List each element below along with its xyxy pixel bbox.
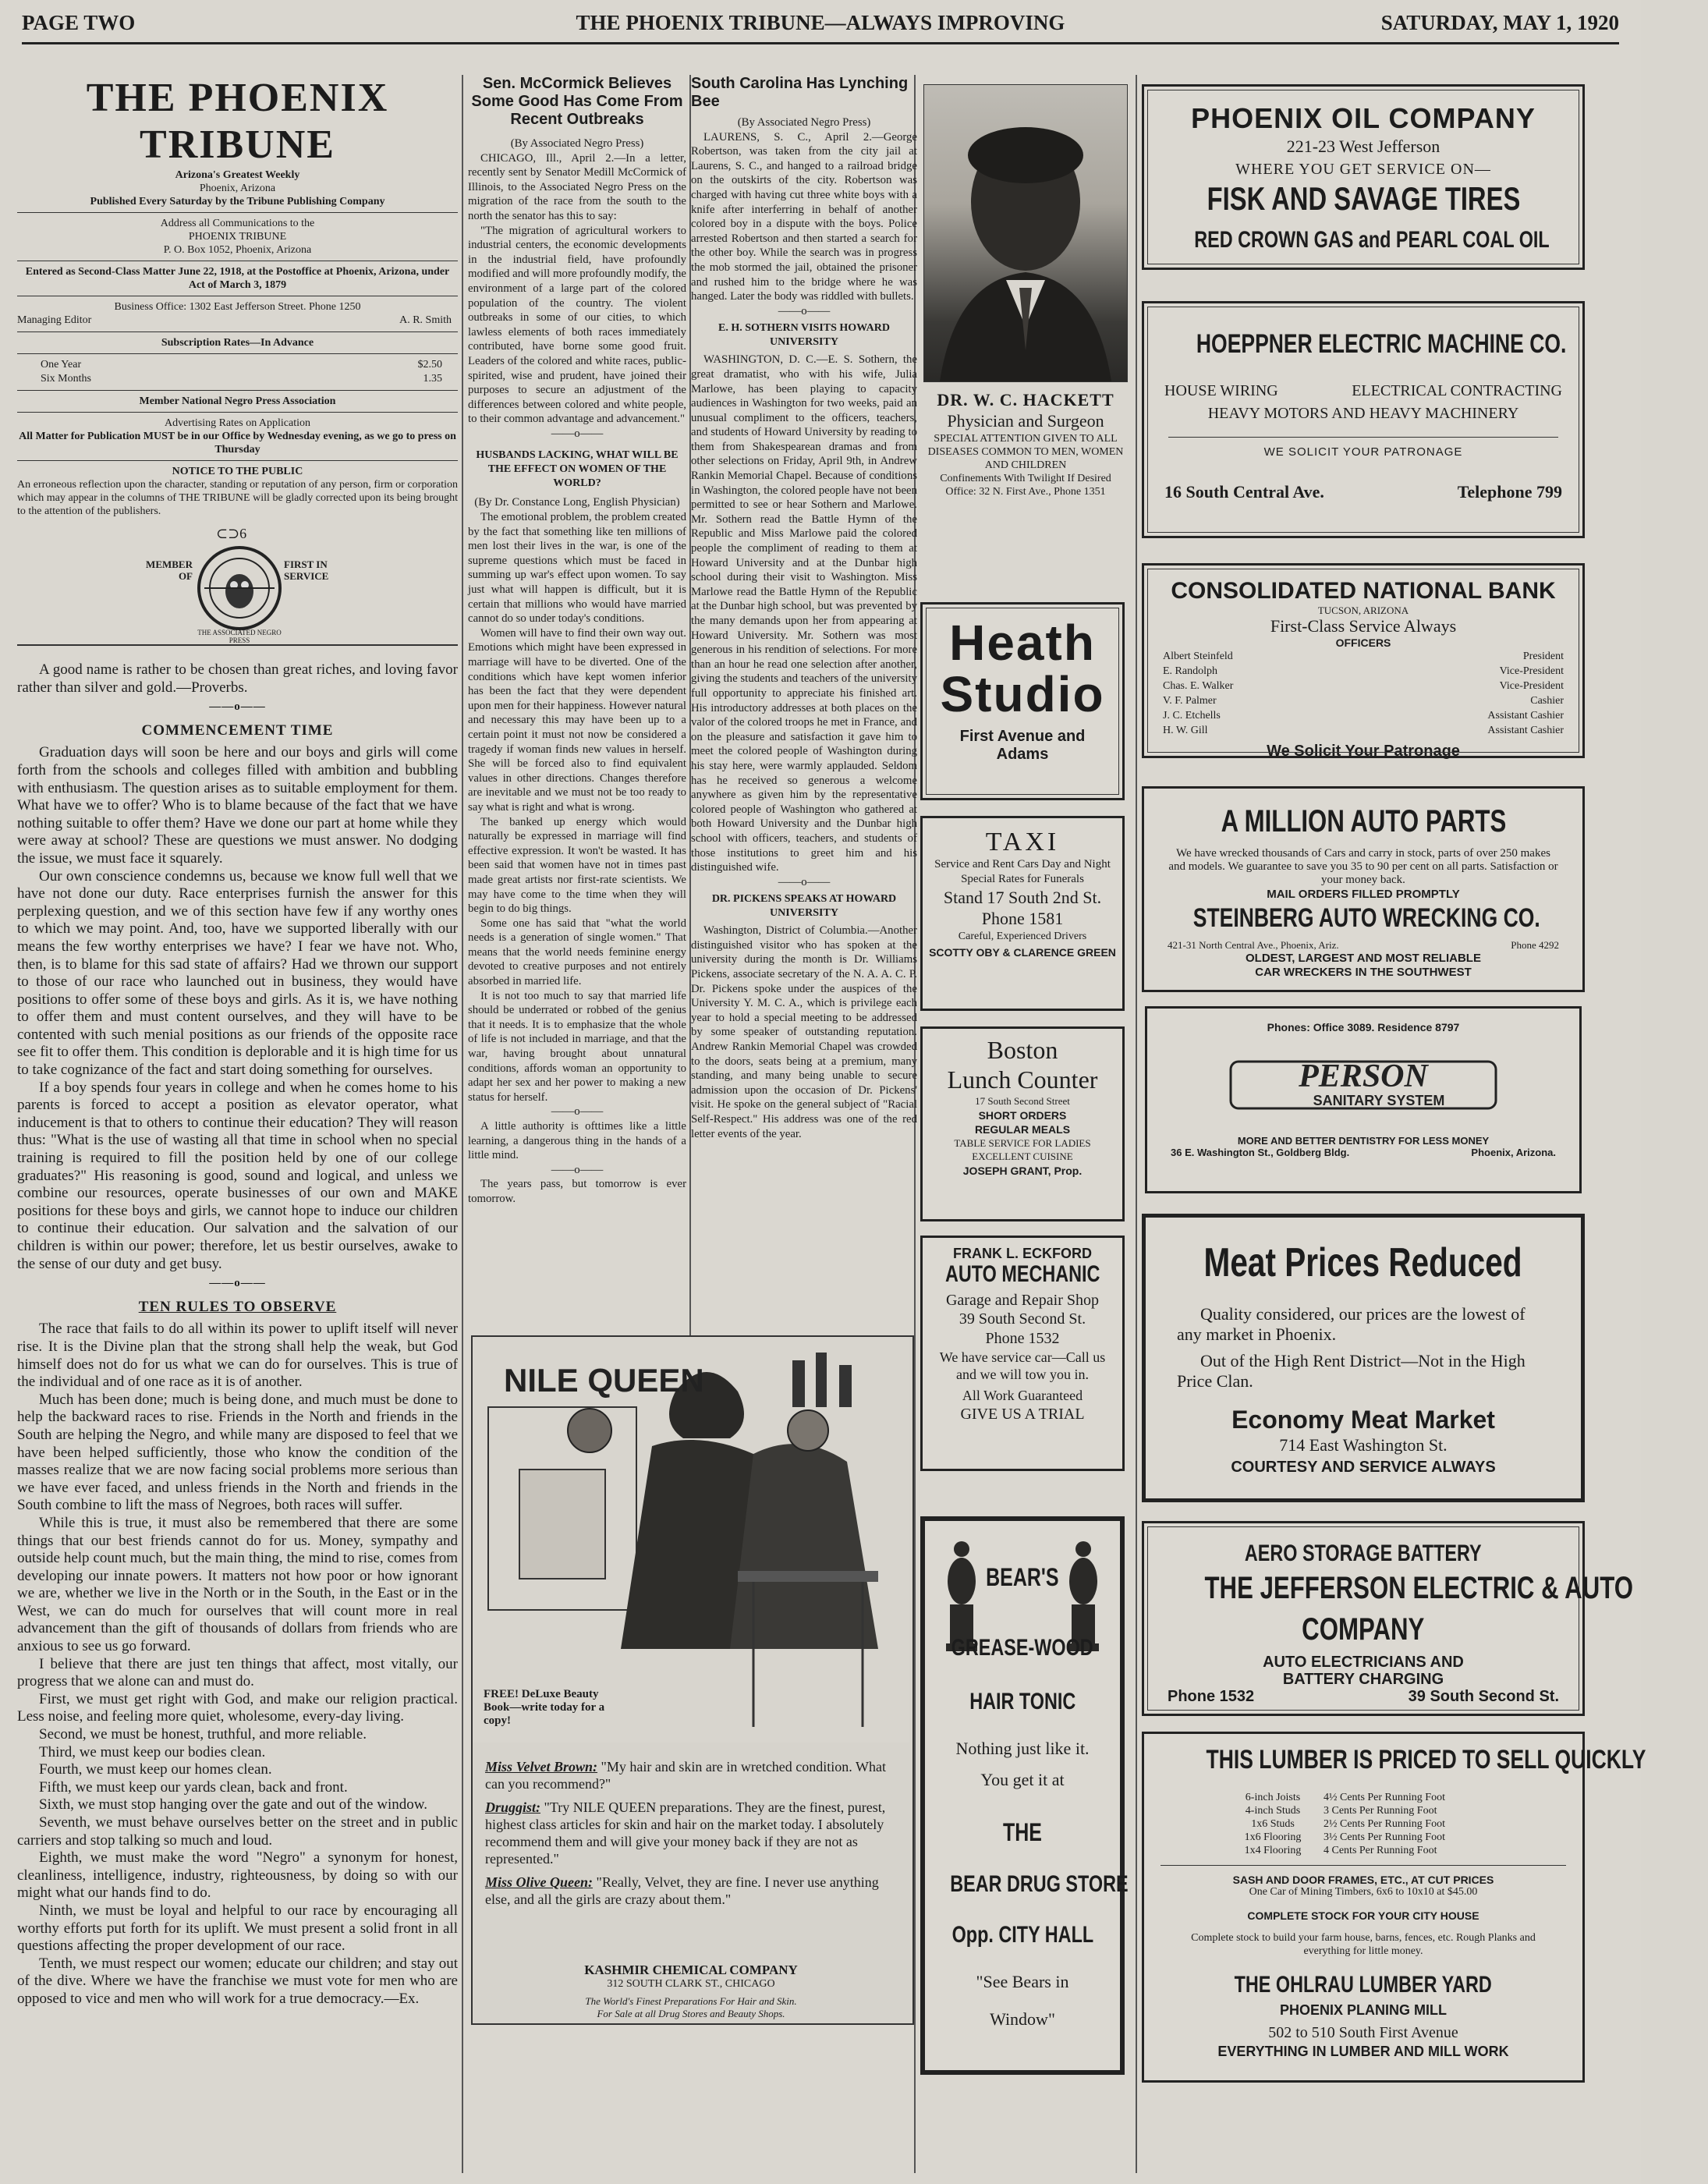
paragraph: The race that fails to do all within its power to uplift itself will never rise. It is the Divine plan that the strong shall help the weak, but God himself does not do for us what we can do for ourselves. This is true of the individual and of one race as it is of another. — [17, 1321, 458, 1391]
nile-queen-logo: NILE QUEEN — [504, 1362, 704, 1399]
bears-brand: BEAR'S — [986, 1563, 1059, 1591]
battery-company: THE JEFFERSON ELECTRIC & AUTO — [1204, 1571, 1634, 1605]
paragraph: The emotional problem, the problem created by the fact that something like ten millions of men lost their lives in the war, is one of the supreme questions which must be faced in summing up war's effect upon women. To say just what will happen is difficult, but it is certain that millions who would have married cannot do so under today's conditions. — [468, 511, 686, 626]
hackett-title: Physician and Surgeon — [947, 411, 1104, 431]
nile-address: 312 SOUTH CLARK ST., CHICAGO — [607, 1978, 775, 1990]
taxi-ad — [920, 816, 1125, 1011]
meat-high-rent: Out of the High Rent District—Not in the High Price Clan. — [1177, 1351, 1526, 1391]
hoeppner-services: HOUSE WIRING ELECTRICAL CONTRACTING — [1164, 382, 1562, 399]
rule-item: Eighth, we must make the word "Negro" a synonym for honest, cleanliness, intelligence, industry, righteousness, by doing so with our might what our hands find to do. — [17, 1849, 458, 1902]
oil-company-name: PHOENIX OIL COMPANY — [1191, 102, 1536, 134]
parts-oldest: OLDEST, LARGEST AND MOST RELIABLE — [1246, 952, 1481, 965]
paragraph: CHICAGO, Ill., April 2.—In a letter, recently sent by Senator Medill McCormick of Illinois, to the Associated Negro Press on the migration of the race from the south to the north the senator has this to say: — [468, 151, 686, 222]
lynching-headline: South Carolina Has Lynching Bee — [691, 75, 909, 110]
taxi-drivers: Careful, Experienced Drivers — [958, 931, 1087, 942]
lumber-price-list — [1144, 1791, 1582, 1857]
masthead-address-3: P. O. Box 1052, Phoenix, Arizona — [163, 244, 312, 256]
owl-seal-icon — [197, 541, 282, 635]
bears-drug-store: BEAR DRUG STORE — [950, 1871, 1129, 1897]
dentist-phones: Phones: Office 3089. Residence 8797 — [1267, 1021, 1460, 1034]
oil-tires: FISK AND SAVAGE TIRES — [1207, 180, 1520, 217]
consolidated-bank-ad — [1142, 563, 1585, 758]
paper-slogan: THE PHOENIX TRIBUNE—ALWAYS IMPROVING — [576, 11, 1065, 34]
lumber-item: 1x4 Flooring — [1244, 1845, 1302, 1856]
union-bug-icon: ⊂⊃6 — [216, 526, 247, 541]
hackett-specialty: SPECIAL ATTENTION GIVEN TO ALL DISEASES COMMON TO MEN, WOMEN AND CHILDREN — [927, 433, 1124, 471]
rule-item: Seventh, we must behave ourselves better on the street and in public carriers and stop talking so much and loud. — [17, 1814, 458, 1849]
page-number: PAGE TWO — [22, 11, 136, 34]
lumber-title: THIS LUMBER IS PRICED TO SELL QUICKLY — [1206, 1745, 1646, 1774]
meat-title: Meat Prices Reduced — [1203, 1240, 1523, 1285]
eckford-guarantee: All Work Guaranteed — [962, 1388, 1083, 1403]
battery-contact: Phone 1532 39 South Second St. — [1168, 1688, 1559, 1705]
lumber-price: 2½ Cents Per Running Foot — [1324, 1818, 1445, 1830]
emblem-ring-text: THE ASSOCIATED NEGRO PRESS — [197, 629, 282, 644]
paragraph: The banked up energy which would naturally be expressed in marriage will find effective expression. It won't be wasted. It has been said that women have not in times past made great artists nor first-rate scientists. We may have come to the time when they will begin to do big things. — [468, 815, 686, 916]
lumber-price-row — [1144, 1804, 1582, 1817]
lumber-complete-stock: COMPLETE STOCK FOR YOUR CITY HOUSE — [1247, 1909, 1479, 1922]
lumber-item: 1x6 Flooring — [1244, 1831, 1302, 1843]
eckford-ad — [920, 1236, 1125, 1471]
paragraph: LAURENS, S. C., April 2.—George Robertson, was taken from the city jail at Laurens, S. C., and hanged to a railroad bridge on the outskirts of the city. Robertson was charged with having cut three white boys with a knife after interferring in behalf of another colored boy in a dispute with the boys. Police arrested Robertson and then started a search for the other boy. While the search was in progress the mob stormed the jail, obtained the prisoner and rushed him to the bridge where he was hanged. Later the body was riddled with bullets. — [691, 130, 917, 303]
rule-item: Third, we must keep our bodies clean. — [39, 1743, 266, 1760]
officer-role: Assistant Cashier — [1487, 725, 1564, 736]
eckford-trial: GIVE US A TRIAL — [960, 1406, 1085, 1423]
heath-subtitle: Studio — [940, 666, 1105, 722]
parts-southwest: CAR WRECKERS IN THE SOUTHWEST — [1255, 966, 1472, 979]
nile-dialogue: Miss Velvet Brown: "My hair and skin are in wretched condition. What can you recommend?" Druggist: "Try NILE QUEEN preparations. They are the finest, purest, highest class articles for skin and hair on the market today. I absolutely recommend them and will give your money back if they are not as represented." Miss Olive Queen: "Really, Velvet, they are fine. I never use anything else, and all the girls are crazy about them." — [485, 1759, 886, 1907]
heath-title: Heath — [949, 615, 1096, 671]
meat-quality: Quality considered, our prices are the lowest of any market in Phoenix. — [1177, 1304, 1526, 1344]
bank-patronage: We Solicit Your Patronage — [1267, 743, 1460, 760]
rule-item: Second, we must be honest, truthful, and more reliable. — [39, 1726, 367, 1743]
ten-rules-heading: TEN RULES TO OBSERVE — [138, 1298, 337, 1315]
parts-title: A MILLION AUTO PARTS — [1221, 804, 1506, 838]
lumber-price-row — [1144, 1844, 1582, 1857]
officer-role: Vice-President — [1499, 665, 1564, 677]
paragraph: Our own conscience condemns us, because we know full well that we have not done our duty. Race enterprises furnish the answer for this perplexing question, and we of this section have few if any worthy ones to which we may point. And, too, have we supported liberally with our means the few worthy enterprises we have? I fear we have not. Who, then, is to blame for this sad state of affairs? Had we thrown our support to those of our race who launched out in business, they would have positions to offer some of these boys and girls. As it is, we have nothing to offer them and must content ourselves, and they will have to be contented with such menial positions as our friends of the opposite race see fit to offer them. This condition is deplorable and it is high time for us to take cognizance of the fact and start doing something for ourselves. — [17, 867, 458, 1079]
salon-illustration — [473, 1337, 909, 1743]
masthead-address-1: Address all Communications to the — [160, 218, 315, 229]
officer-role: Cashier — [1530, 695, 1564, 707]
sothern-headline: E. H. SOTHERN VISITS HOWARD UNIVERSITY — [718, 322, 890, 349]
bank-service: First-Class Service Always — [1270, 616, 1457, 636]
officer-role: Vice-President — [1499, 680, 1564, 692]
editorial-column — [17, 75, 458, 2008]
officer-name: J. C. Etchells — [1163, 710, 1221, 722]
bears-get-it: You get it at — [980, 1770, 1065, 1789]
masthead-published: Published Every Saturday by the Tribune Publishing Company — [90, 196, 385, 207]
paragraph: If a boy spends four years in college and when he comes home to his parents is forced to accept a position as elevator operator, what inducement is that to others to continue their education? They will reason thus: "What is the use of wasting all that time in school when no special training is required to fill the position held by one of our college graduates?" His reasoning is good, sound and logical, and unless we combine our resources, operate businesses of our own and MAKE positions for these boys and girls, we cannot hope to induce our children to continue their education. Our salvation and the salvation of our children is within our power; therefore, let us bestir ourselves, awake to the sense of our duty and get busy. — [17, 1079, 458, 1272]
officer-name: H. W. Gill — [1163, 725, 1208, 736]
emblem-left-text: MEMBER OF — [146, 558, 193, 582]
taxi-title: TAXI — [985, 828, 1060, 856]
lumber-planing-mill: PHOENIX PLANING MILL — [1279, 2002, 1447, 2018]
taxi-owners: SCOTTY OBY & CLARENCE GREEN — [929, 946, 1116, 959]
notice-heading: NOTICE TO THE PUBLIC — [172, 466, 303, 477]
lumber-everything: EVERYTHING IN LUMBER AND MILL WORK — [1217, 2044, 1509, 2059]
dentist-slogan: MORE AND BETTER DENTISTRY FOR LESS MONEY — [1237, 1135, 1490, 1147]
officer-role: President — [1522, 651, 1564, 662]
eckford-garage: Garage and Repair Shop — [945, 1292, 1100, 1309]
taxi-stand: Stand 17 South 2nd St. — [943, 888, 1102, 907]
oil-service: WHERE YOU GET SERVICE ON— — [1235, 161, 1491, 178]
oil-gas: RED CROWN GAS and PEARL COAL OIL — [1194, 227, 1550, 253]
bears-window: Window" — [990, 2009, 1055, 2029]
pickens-headline: DR. PICKENS SPEAKS AT HOWARD UNIVERSITY — [711, 893, 897, 920]
boston-table-service: TABLE SERVICE FOR LADIES — [954, 1137, 1091, 1149]
meat-address: 714 East Washington St. — [1279, 1435, 1448, 1455]
eckford-address: 39 South Second St. — [959, 1310, 1086, 1328]
auto-parts-ad — [1142, 786, 1585, 992]
meat-market-name: Economy Meat Market — [1231, 1406, 1495, 1434]
parts-mail-orders: MAIL ORDERS FILLED PROMPTLY — [1267, 888, 1460, 901]
paragraph: Much has been done; much is being done, and much must be done to help the backward races to rise. Friends in the North and friends in the South are helping the Negro, and while many are disposed to feel that we have been helped sufficiently, those who know the condition of the masses realize that we are now facing social problems more serious than we have ever faced, and unless friends in the North and friends in the South combine to lift the mass of Negroes, both races will suffer. — [17, 1391, 458, 1514]
anp-emblem — [17, 526, 458, 643]
boston-cuisine: EXCELLENT CUISINE — [972, 1150, 1073, 1162]
bank-name: CONSOLIDATED NATIONAL BANK — [1171, 578, 1556, 604]
officer-name: E. Randolph — [1163, 665, 1217, 677]
nile-queen-ad — [471, 1335, 914, 2025]
paragraph: The years pass, but tomorrow is ever tomorrow. — [468, 1178, 686, 1205]
heath-address-2: Adams — [996, 746, 1049, 763]
proverb: A good name is rather to be chosen than great riches, and loving favor rather than silver and gold.—Proverbs. — [17, 661, 458, 696]
heath-address: First Avenue and — [959, 728, 1086, 745]
masthead-subscription: Subscription Rates—In Advance — [161, 337, 314, 349]
bears-product: GREASE-WOOD — [951, 1635, 1094, 1661]
meat-courtesy: COURTESY AND SERVICE ALWAYS — [1231, 1459, 1496, 1476]
paragraph: While this is true, it must also be remembered that there are some things that our best friends cannot do for us. Money, sympathy and outside help count much, but the main thing, the mind to rise, comes from developing our innate powers. It matters not how poor or how ignorant we are, whether we live in the North or in the South, in the East or in the West, we can do much for ourselves that will count more in real advancement than the gift of thousands of dollars from friends who are anxious to see us go forward. — [17, 1514, 458, 1655]
boston-address: 17 South Second Street — [975, 1095, 1070, 1107]
eckford-name: FRANK L. ECKFORD — [953, 1246, 1092, 1261]
eckford-title: AUTO MECHANIC — [944, 1261, 1100, 1287]
rule-item: Tenth, we must respect our women; educate our children; and stay out of the dive. Where we have the franchise we must vote for men who are opposed to vice and men who will work for a true democracy.—Ex. — [17, 1955, 458, 2007]
lumber-item: 4-inch Studs — [1245, 1805, 1301, 1817]
page-header — [22, 11, 1619, 44]
lumber-price-row — [1144, 1817, 1582, 1831]
rule-item: Fourth, we must keep our homes clean. — [39, 1761, 272, 1778]
news-column-3: South Carolina Has Lynching Bee (By Associated Negro Press) LAURENS, S. C., April 2.—George Robertson, was taken from the city jail at Laurens, S. C., and hanged to a railroad bridge on the outskirts of the city. Robertson was charged with having cut three white boys with a knife after interferring in behalf of another colored boy in a dispute with the boys. Police arrested Robertson and then started a search for the other boy. While the search was in progress the mob stormed the jail, obtained the prisoner and rushed him to the bridge where he was hanged. Later the body was riddled with bullets. ——o—— E. H. SOTHERN VISITS HOWARD UNIVERSITY WASHINGTON, D. C.—E. S. Sothern, the great dramatist, who with his wife, Julia Marlowe, has been playing to capacity audiences in Washington for two weeks, paid an unusual compliment to the officers, teachers, and students of Howard University by reading to them from Shakespearean dramas and from other selections on Friday, April 9th, in Andrew Rankin Memorial Chapel. Because of conditions in Washington, the colored people have not been permitted to see or hear Sothern and Marlowe. Mr. Sothern read the Battle Hymn of the Republic and Miss Marlowe paid the colored people the compliment of reading to them at Howard University and at the Dunbar high school during their visit to Washington. Miss Marlowe read the Battle Hymn of the Republic at the Dunbar high school, but was prevented by the many demands upon her from appearing at Howard University. Mr. Sothern was most generous in his rendition of selections. For more than an hour he read one selection after another, giving the students and teachers of the university full opportunity to appreciate his finished art. His introductory addresses at both places on the valor of the colored troops he met in France, and on the pleasure and satisfaction it gave him to meet the colored people of Washington during his stay here, were warmly applauded. Seldom has he received so generous a welcome anywhere as given him by the representative colored people of Washington who gathered at both Howard University and the Dunbar high school with officers, teachers, and students of those institutions to greet him and his distinguished wife. ——o—— DR. PICKENS SPEAKS AT HOWARD UNIVERSITY Washington, District of Columbia.—Another distinguished visitor who has spoken at the university during the month is Dr. Williams Pickens, associate secretary of the N. A. A. C. P. Dr. Pickens spoke under the auspices of the University Y. M. C. A., which is privilege each year to hold a special meeting to be addressed by some speaker of outstanding reputation. Andrew Rankin Memorial Chapel was crowded to the doors, seats being at a premium, many standing, and many being unable to secure admission upon the occasion of Dr. Pickens' visit. He spoke on the general subject of "Racial Self-Respect." His address was one of the red letter events of the year. — [691, 75, 917, 1140]
sanitary-system-logo-icon — [1223, 1038, 1504, 1124]
heath-studio-ad — [920, 602, 1125, 800]
hoeppner-motors: HEAVY MOTORS AND HEAVY MACHINERY — [1207, 405, 1519, 422]
eckford-phone: Phone 1532 — [985, 1330, 1060, 1347]
hackett-ad — [920, 390, 1131, 499]
officer-name: V. F. Palmer — [1163, 695, 1217, 707]
paragraph: Women will have to find their own way out. Emotions which might have been expressed in marriage will have to be diverted. One of the conditions which have kept women inferior has been the fact that they were dependent upon men for their happiness. However natural and necessary this may have been up to a certain point it must not now be considered a tragedy if woman finds new values in herself. She will be forced also to find equivalent values in other directions. Changes therefore are inevitable and we must not be too ready to say what is right and what is wrong. — [468, 626, 686, 814]
masthead-address-2: PHOENIX TRIBUNE — [188, 231, 287, 243]
paragraph: WASHINGTON, D. C.—E. S. Sothern, the great dramatist, who with his wife, Julia Marlowe, has been playing to capacity audiences in Washington for two weeks, paid an unusual compliment to the officers, teachers, and students of Howard University by reading to them from Shakespearean dramas and from other selections on Friday, April 9th, in Andrew Rankin Memorial Chapel. Because of conditions in Washington, the colored people have not been permitted to see or hear Sothern and Marlowe. Mr. Sothern read the Battle Hymn of the Republic and Miss Marlowe paid the colored people the compliment of reading to them at Howard University and at the Dunbar high school during their visit to Washington. Miss Marlowe read the Battle Hymn of the Republic at the Dunbar high school, but was prevented by the many demands upon her from appearing at Howard University. Mr. Sothern was most generous in his rendition of selections. For more than an hour he read one selection after another, giving the students and teachers of the university full opportunity to appreciate his finished art. His introductory addresses at both places on the valor of the colored troops he met in France, and on the pleasure and satisfaction it gave him to meet the colored people of Washington during his stay here, were warmly applauded. Seldom has he received so generous a welcome anywhere as given him by the representative colored people of Washington who gathered at both Howard University and the Dunbar high school with officers, teachers, and students of those institutions to greet him and his distinguished wife. — [691, 353, 917, 874]
byline: (By Associated Negro Press) — [510, 137, 644, 150]
hackett-office: Office: 32 N. First Ave., Phone 1351 — [945, 486, 1106, 498]
commencement-heading: COMMENCEMENT TIME — [141, 722, 334, 739]
emblem-right-text: FIRST IN SERVICE — [284, 558, 329, 582]
column-rule — [1136, 75, 1137, 2173]
hoeppner-contact: 16 South Central Ave. Telephone 799 — [1164, 482, 1562, 502]
paragraph: "The migration of agricultural workers to industrial centers, the economic developments in the industrial field, have profoundly modified and will more profoundly modify, the environment of a large part of the colored population of the country. The violent outbreaks in some of our cities, to which lawless elements of both races immediately contributed, have borne some good fruit. Leaders of the colored and white races, public-spirited, wise and prudent, have joined their purposes to secure an adjustment of the differences between colored and white people, to their common advantage and advancement." — [468, 224, 686, 426]
byline: (By Associated Negro Press) — [737, 116, 871, 129]
lumber-yard-ad — [1142, 1732, 1646, 2083]
masthead-tagline: Arizona's Greatest Weekly — [175, 169, 300, 181]
hoeppner-name: HOEPPNER ELECTRIC MACHINE CO. — [1196, 329, 1567, 359]
dentist-logo-name: PERSON — [1299, 1058, 1428, 1094]
nile-footer-1: The World's Finest Preparations For Hair and Skin. — [585, 1995, 797, 2007]
nile-footer-2: For Sale at all Drug Stores and Beauty Shops. — [597, 2008, 785, 2019]
bears-the: THE — [1003, 1818, 1042, 1846]
hoeppner-ad — [1142, 301, 1585, 538]
column-rule — [462, 75, 463, 2173]
boston-proprietor: JOSEPH GRANT, Prop. — [962, 1165, 1083, 1177]
taxi-funerals: Special Rates for Funerals — [961, 873, 1084, 885]
lumber-mining-timbers: One Car of Mining Timbers, 6x6 to 10x10 at $45.00 — [1249, 1886, 1478, 1898]
boston-subtitle: Lunch Counter — [947, 1065, 1098, 1094]
paragraph: Some one has said that "what the world needs is a generation of single women." That means that the world needs feminine energy devoted to creative purposes and not entirely absorbed in married life. — [468, 916, 686, 988]
masthead-deadline: All Matter for Publication MUST be in our Office by Wednesday evening, as we go to press on Thursday — [19, 431, 456, 456]
parts-company: STEINBERG AUTO WRECKING CO. — [1192, 903, 1540, 933]
nile-free-offer: FREE! DeLuxe Beauty Book—write today for a copy! — [484, 1688, 605, 1727]
paragraph: A little authority is ofttimes like a little learning, a dangerous thing in the hands of a little mind. — [468, 1120, 686, 1162]
rate-one-year: One Year $2.50 — [41, 359, 442, 370]
mccormick-headline: Sen. McCormick Believes Some Good Has Come From Recent Outbreaks — [471, 75, 683, 128]
issue-date: SATURDAY, MAY 1, 1920 — [1380, 11, 1619, 34]
boston-lunch-ad — [920, 1026, 1125, 1221]
lumber-sash: SASH AND DOOR FRAMES, ETC., AT CUT PRICES — [1232, 1874, 1494, 1886]
parts-description: We have wrecked thousands of Cars and carry in stock, parts of over 250 makes and models. We guarantee to save you 35 to 90 per cent on all parts. Satisfaction or your money back. — [1168, 847, 1558, 886]
paragraph: Graduation days will soon be here and our boys and girls will come forth from the schools and colleges filled with ambition and bubbling with enthusiasm. The question arises as to suitable employment for them. What have we to offer? Who is to blame because of the fact that we have nothing suitable to offer them? Have we done our part at home while they were away at school? These are questions we must answer. No dodging the issue, we must face it squarely. — [17, 744, 458, 867]
eckford-service: We have service car—Call us and we will tow you in. — [939, 1349, 1106, 1382]
editorial-body: A good name is rather to be chosen than great riches, and loving favor rather than silver and gold.—Proverbs. ——o—— COMMENCEMENT TIME Graduation days will soon be here and our boys and girls will come forth from the schools and colleges filled with ambition and bubbling with enthusiasm. The question arises as to suitable employment for them. What have we to offer? Who is to blame because of the fact that we have nothing suitable to offer them? Have we done our part at home while they were away at school? These are questions we must answer. No dodging the issue, we must face it squarely. Our own conscience condemns us, because we know full well that we have not done our duty. Race enterprises furnish the answer for this perplexing question, and we of this section have few if any worthy ones to which we may point. And, too, have we supported liberally with our means the few worthy enterprises we have? I fear we have not. Who, then, is to blame for this sad state of affairs? Had we thrown our support to those of our race who launched out in business, they would have positions to offer some of these boys and girls. As it is, we have nothing to offer them and must content ourselves, and they will have to be contented with such menial positions as our friends of the opposite race see fit to offer them. This condition is deplorable and it is high time for us to take cognizance of the fact and start doing something for ourselves. If a boy spends four years in college and when he comes home to his parents is forced to accept a position as elevator operator, what inducement is that to others to continue their education? They will reason thus: "What is the use of wasting all that time in school when no special training is required to fill the position held by one of our college graduates?" His reasoning is good, sound and logical, and unless we combine our resources, operate businesses of our own and MAKE positions for these boys and girls, we cannot hope to induce our children to continue their education. Our salvation and the salvation of our children is within our power; therefore, let us bestir ourselves, awake to the sense of our duty and get busy. ——o—— TEN RULES TO OBSERVE The race that fails to do all within its power to uplift itself will never rise. It is the Divine plan that the strong shall help the weak, but God himself does not do for us what we can do for ourselves. This is true of the individual and of one race as it is of another. Much has been done; much is being done, and much must be done to help the backward races to rise. Friends in the North and friends in the South are helping the Negro, and while many are disposed to feel that we have been helped sufficiently, those who know the condition of the masses realize that we are now facing social problems more serious than we have ever faced, and unless friends in the North and friends in the South combine to lift the mass of Negroes, both races will suffer. While this is true, it must also be remembered that there are some things that our best friends cannot do for us. Money, sympathy and outside help count much, but the main thing, the mind to rise, comes from developing our innate powers. It matters not how poor or how ignorant we are, whether we live in the North or in the South, in the East or in the West, we can do much for ourselves that will count more in real advancement than the gift of thousands of dollars from friends who are anxious to see us go forward. I believe that there are just ten things that affect, most vitally, our progress that we alone can and must do. First, we must get right with God, and make our religion practical. Less noise, and feeling more quiet, wholesome, every-day living. Second, we must be honest, truthful, and more reliable. Third, we must keep our bodies clean. Fourth, we must keep our homes clean. Fifth, we must keep our yards clean, back and front. Sixth, we must stop hanging over the gate and out of the window. Seventh, we must behave ourselves better on the street and in public carriers and stop talking so much and loud. Eighth, we must make the word "Negro" a synonym for honest, cleanliness, intelligence, industry, righteousness, by doing so with our might what our hands find to do. Ninth, we must be loyal and helpful to our race by encouraging all worthy efforts put forth for its uplift. We must present a solid front in all questions affecting the proper development of our race. Tenth, we must respect our women; educate our children; and stay out of the dive. Where we have the franchise we must vote for men who are opposed to vice and men who will work for a true democracy.—Ex. — [17, 661, 458, 2007]
rule-item: Sixth, we must stop hanging over the gate and out of the window. — [39, 1796, 427, 1814]
rate-six-months: Six Months 1.35 — [41, 373, 442, 385]
jefferson-electric-ad — [1142, 1521, 1634, 1716]
paragraph: Washington, District of Columbia.—Another distinguished visitor who has spoken at the university during the month is Dr. Williams Pickens, associate secretary of the N. A. A. C. P. Dr. Pickens spoke under the auspices of the University Y. M. C. A., which is privilege each year to hold a special meeting to be addressed by some speaker of outstanding reputation. Andrew Rankin Memorial Chapel was crowded to the doors, seats being at a premium, many standing, and many being unable to secure admission upon the occasion of Dr. Pickens' visit. He spoke on the general subject of "Racial Self-Respect." His address was one of the red letter events of the year. — [691, 924, 917, 1140]
lumber-price: 4 Cents Per Running Foot — [1324, 1845, 1437, 1856]
officer-name: Chas. E. Walker — [1163, 680, 1234, 692]
rule-item: First, we must get right with God, and make our religion practical. Less noise, and feeling more quiet, wholesome, every-day living. — [17, 1690, 458, 1725]
lumber-price: 3½ Cents Per Running Foot — [1324, 1831, 1445, 1843]
bears-nothing-like: Nothing just like it. — [955, 1739, 1090, 1758]
masthead-editor: Managing Editor A. R. Smith — [17, 314, 452, 326]
meat-market-ad — [1142, 1214, 1585, 1502]
lumber-price: 3 Cents Per Running Foot — [1324, 1805, 1437, 1817]
parts-contact: 421-31 North Central Ave., Phoenix, Ariz. Phone 4292 — [1168, 939, 1559, 951]
nile-company: KASHMIR CHEMICAL COMPANY — [584, 1962, 798, 1977]
masthead-place: Phoenix, Arizona — [199, 183, 276, 194]
husbands-headline: HUSBANDS LACKING, WHAT WILL BE THE EFFECT ON WOMEN OF THE WORLD? — [476, 449, 679, 490]
boston-title: Boston — [987, 1036, 1058, 1064]
masthead-advertising: Advertising Rates on Application — [164, 417, 311, 429]
hackett-name: DR. W. C. HACKETT — [937, 390, 1114, 410]
rule-item: Fifth, we must keep our yards clean, back and front. — [39, 1778, 348, 1796]
rule-item: Ninth, we must be loyal and helpful to our race by encouraging all worthy efforts put forth for its uplift. We must present a solid front in all questions affecting the proper development of our race. — [17, 1902, 458, 1955]
dentist-ad — [1145, 1006, 1582, 1193]
byline: (By Dr. Constance Long, English Physician) — [474, 496, 680, 509]
news-column-2: Sen. McCormick Believes Some Good Has Come From Recent Outbreaks (By Associated Negro Press) CHICAGO, Ill., April 2.—In a letter, recently sent by Senator Medill McCormick of Illinois, to the Associated Negro Press on the migration of the race from the south to the north the senator has this to say: "The migration of agricultural workers to industrial centers, the economic developments in the industrial field, have profoundly modified and will more profoundly modify, the environment of a large part of the colored population of the country. The violent outbreaks in some of our cities, to which lawless elements of both races immediately contributed, have borne some good fruit. Leaders of the colored and white races, public-spirited, wise and prudent, have joined their purposes to secure an adjustment of the differences between colored and white people, to their common advantage and advancement." ——o—— HUSBANDS LACKING, WHAT WILL BE THE EFFECT ON WOMEN OF THE WORLD? (By Dr. Constance Long, English Physician) The emotional problem, the problem created by the fact that something like ten millions of men lost their lives in the war, is one of the supreme questions which must be faced in summing up war's effect upon women. To say just what will happen is difficult, but it is certain that millions who would have married cannot do so under today's conditions. Women will have to find their own way out. Emotions which might have been expressed in marriage will have to be diverted. One of the conditions which have kept women inferior has been the fact that they were dependent upon men for their happiness. However natural and necessary this may have been up to a certain point it must not now be considered a tragedy if woman finds new values in herself. She will be forced also to find equivalent values in other directions. Changes therefore are inevitable and we must not be too ready to say what is right and what is wrong. The banked up energy which would naturally be expressed in marriage will find effective expression. It won't be wasted. It has been said that women have not in times past made great artists nor first-rate scientists. We may have come to the time when they will begin to do big things. Some one has said that "what the world needs is a generation of single women." That means that the world needs feminine energy devoted to creative purposes and not entirely absorbed in married life. It is not too much to say that married life should be underrated or robbed of the genius that it needs. It is to emphasize that the whole of life is not included in marriage, and that the war, having brought about unnatural conditions, affords woman an opportunity to adapt her sex and her power to making a new status for herself. ——o—— A little authority is ofttimes like a little learning, a dangerous thing in the hands of a little mind. ——o—— The years pass, but tomorrow is ever tomorrow. — [468, 75, 686, 1205]
boston-regular-meals: REGULAR MEALS — [974, 1123, 1071, 1136]
lumber-price-row — [1144, 1831, 1582, 1844]
phoenix-oil-ad — [1142, 84, 1585, 270]
officer-name: Albert Steinfeld — [1163, 651, 1233, 662]
lumber-farm: Complete stock to build your farm house, barns, fences, etc. Rough Planks and everything for little money. — [1191, 1932, 1536, 1957]
dentist-logo-sub: SANITARY SYSTEM — [1313, 1093, 1445, 1108]
bears-hair-tonic: HAIR TONIC — [969, 1689, 1076, 1714]
lumber-price-row — [1144, 1791, 1582, 1804]
boston-short-orders: SHORT ORDERS — [978, 1109, 1067, 1122]
lumber-address: 502 to 510 South First Avenue — [1268, 2024, 1458, 2041]
taxi-service: Service and Rent Cars Day and Night — [934, 858, 1111, 870]
oil-address: 221-23 West Jefferson — [1286, 136, 1440, 156]
masthead-member: Member National Negro Press Association — [139, 395, 336, 407]
bank-location: TUCSON, ARIZONA — [1317, 604, 1409, 616]
battery-charging: BATTERY CHARGING — [1282, 1671, 1444, 1688]
lumber-item: 1x6 Studs — [1251, 1818, 1295, 1830]
paragraph: I believe that there are just ten things that affect, most vitally, our progress that we alone can and must do. — [17, 1655, 458, 1690]
officer-role: Assistant Cashier — [1487, 710, 1564, 722]
bears-location: Opp. CITY HALL — [951, 1922, 1093, 1948]
bank-officers-label: OFFICERS — [1335, 636, 1391, 649]
bears-see: "See Bears in — [976, 1972, 1069, 1991]
lumber-yard-name: THE OHLRAU LUMBER YARD — [1234, 1972, 1493, 1998]
battery-company-2: COMPANY — [1302, 1612, 1425, 1647]
masthead-business: Business Office: 1302 East Jefferson Street. Phone 1250 — [114, 301, 361, 313]
notice-text: An erroneous reflection upon the character, standing or reputation of any person, firm or corporation which may appear in the columns of THE TRIBUNE will be gladly corrected upon its being brought to the attention of the publishers. — [17, 479, 458, 517]
hoeppner-patronage: WE SOLICIT YOUR PATRONAGE — [1263, 445, 1463, 459]
lumber-price: 4½ Cents Per Running Foot — [1324, 1792, 1445, 1803]
masthead-title: THE PHOENIX TRIBUNE — [86, 76, 389, 167]
battery-title: AERO STORAGE BATTERY — [1245, 1540, 1482, 1566]
hackett-confinements: Confinements With Twilight If Desired — [940, 473, 1111, 484]
paragraph: It is not too much to say that married life should be underrated or robbed of the genius that it needs. It is to emphasize that the whole of life is not included in marriage, and that the war, having brought about unnatural conditions, affords woman an opportunity to adapt her sex and her power to making a new status for herself. — [468, 989, 686, 1104]
lumber-item: 6-inch Joists — [1245, 1792, 1301, 1803]
hackett-portrait — [923, 84, 1128, 382]
battery-electricians: AUTO ELECTRICIANS AND — [1263, 1654, 1464, 1671]
masthead-entered: Entered as Second-Class Matter June 22, 1918, at the Postoffice at Phoenix, Arizona, under Act of March 3, 1879 — [25, 266, 450, 291]
dentist-address: 36 E. Washington St., Goldberg Bldg. Phoenix, Arizona. — [1171, 1147, 1556, 1158]
bears-tonic-ad — [920, 1516, 1129, 2075]
taxi-phone: Phone 1581 — [981, 909, 1064, 928]
